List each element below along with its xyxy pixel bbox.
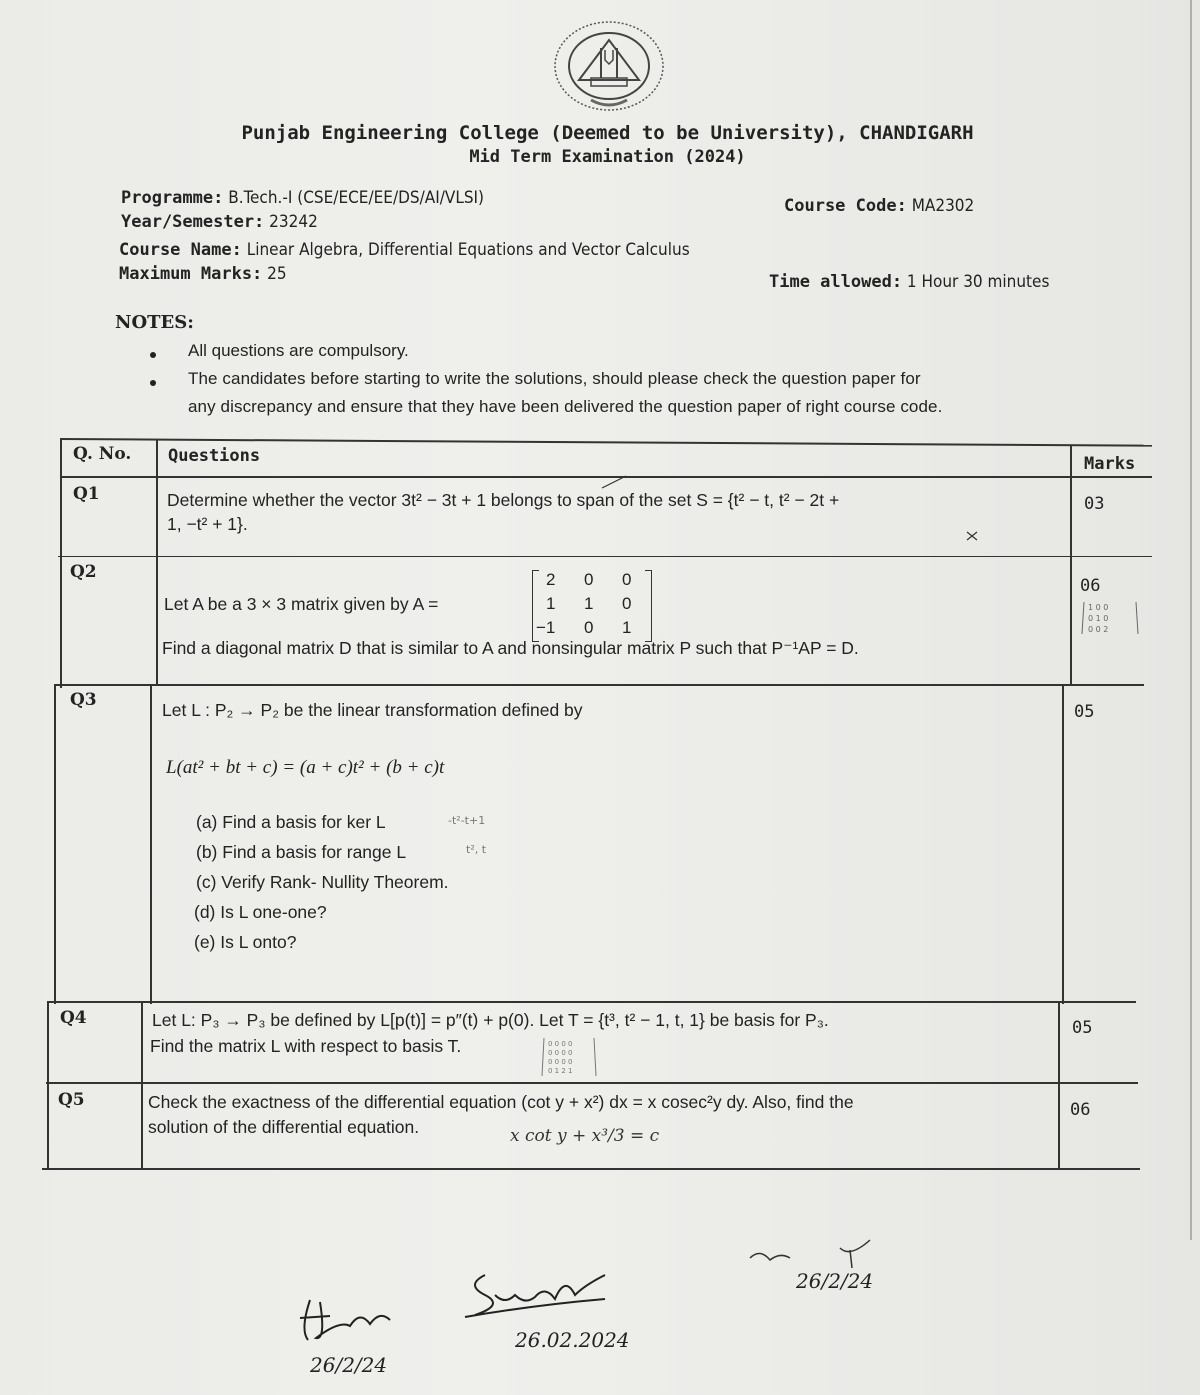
matrix-cell: −1 — [536, 618, 556, 637]
q4-line-1: Let L: P₃ → P₃ be defined by L[p(t)] = p″(t) + p(0). Let T = {t³, t² − 1, t, 1} be basis for P₃. — [152, 1010, 829, 1030]
q3-part-d: (d) Is L one-one? — [194, 902, 327, 922]
q5-line-2: solution of the differential equation. — [148, 1117, 420, 1137]
handwritten-note-q3a: -t²-t+1 — [448, 814, 486, 827]
header-questions: Questions — [168, 446, 261, 466]
college-logo — [551, 20, 667, 112]
q5-number: Q5 — [58, 1090, 85, 1110]
q1-number: Q1 — [73, 484, 100, 504]
q5-marks: 06 — [1070, 1100, 1091, 1120]
course-code-line — [784, 196, 974, 216]
q1-line-2: 1, −t² + 1}. — [167, 514, 248, 534]
signature-3 — [740, 1228, 920, 1308]
svg-text:0 1 2 1: 0 1 2 1 — [548, 1067, 573, 1075]
programme-line — [121, 188, 484, 208]
bullet-icon — [150, 380, 156, 386]
q1-marks: 03 — [1084, 494, 1105, 514]
course-name-value: Linear Algebra, Differential Equations and Vector Calculus — [246, 240, 690, 260]
q3-line-1: Let L : P₂ → P₂ be the linear transformation defined by — [162, 700, 583, 720]
programme-value: B.Tech.-I (CSE/ECE/EE/DS/AI/VLSI) — [228, 188, 485, 208]
matrix-cell: 0 — [622, 594, 632, 613]
page-edge — [1190, 0, 1192, 1240]
q3-number: Q3 — [70, 690, 97, 710]
institution-name: Punjab Engineering College (Deemed to be University), CHANDIGARH — [241, 122, 974, 144]
matrix-a — [532, 570, 652, 642]
q4-number: Q4 — [60, 1008, 87, 1028]
handwritten-matrix-note — [1080, 598, 1140, 638]
q2-marks: 06 — [1080, 576, 1101, 596]
handwritten-note-q3b: t², t — [466, 843, 487, 856]
time-line — [769, 272, 1049, 292]
q2-line-2: Find a diagonal matrix D that is similar to A and nonsingular matrix P such that P⁻¹AP = D. — [162, 638, 859, 658]
q3-part-b: (b) Find a basis for range L — [196, 842, 407, 862]
q4-marks: 05 — [1072, 1018, 1093, 1038]
notes-title: NOTES: — [115, 312, 194, 333]
q3-marks: 05 — [1074, 702, 1095, 722]
matrix-cell: 1 — [584, 594, 594, 613]
signature-1 — [290, 1280, 420, 1380]
programme-label: Programme: — [121, 188, 224, 208]
q3-part-c: (c) Verify Rank- Nullity Theorem. — [196, 872, 449, 892]
q5-line-1: Check the exactness of the differential equation (cot y + x²) dx = x cosec²y dy. Also, find the — [148, 1092, 854, 1112]
q2-line-1: Let A be a 3 × 3 matrix given by A = — [164, 594, 439, 614]
time-value: 1 Hour 30 minutes — [906, 272, 1050, 292]
signature-2 — [455, 1255, 685, 1355]
matrix-cell: 1 — [546, 594, 556, 613]
q3-formula: L(at² + bt + c) = (a + c)t² + (b + c)t — [166, 757, 445, 778]
svg-text:0 0 0 0: 0 0 0 0 — [548, 1049, 573, 1057]
matrix-cell: 2 — [546, 570, 556, 589]
handwritten-matrix-note — [540, 1034, 598, 1080]
course-name-label: Course Name: — [119, 240, 242, 260]
note-2a: The candidates before starting to write the solutions, should please check the question paper for — [188, 369, 921, 388]
year-label: Year/Semester: — [121, 212, 265, 232]
course-code-label: Course Code: — [784, 196, 907, 216]
matrix-cell: 0 — [584, 570, 594, 589]
tick-mark-icon — [600, 474, 630, 490]
q4-line-2: Find the matrix L with respect to basis T. — [150, 1036, 462, 1056]
matrix-cell: 1 — [622, 618, 632, 637]
svg-text:0 0 0 0: 0 0 0 0 — [548, 1058, 573, 1066]
q1-line-1: Determine whether the vector 3t² − 3t + 1 belongs to span of the set S = {t² − t, t² − 2t + — [167, 490, 840, 510]
course-code-value: MA2302 — [911, 196, 975, 216]
matrix-cell: 0 — [622, 570, 632, 589]
course-name-line — [119, 240, 690, 260]
q2-number: Q2 — [70, 562, 97, 582]
sig1-date: 26/2/24 — [310, 1353, 388, 1377]
max-marks-label: Maximum Marks: — [119, 264, 263, 284]
header-qno: Q. No. — [73, 444, 132, 464]
svg-text:0 0 0 0: 0 0 0 0 — [548, 1040, 573, 1048]
handwritten-note-q5: x cot y + x³/3 = c — [510, 1126, 660, 1146]
note-1: All questions are compulsory. — [188, 341, 409, 360]
year-line — [121, 212, 318, 232]
svg-text:0 1 0: 0 1 0 — [1088, 614, 1109, 623]
year-value: 23242 — [269, 212, 318, 232]
max-marks-value: 25 — [267, 264, 287, 284]
exam-title: Mid Term Examination (2024) — [469, 147, 746, 167]
sig2-date: 26.02.2024 — [515, 1328, 630, 1352]
q3-part-e: (e) Is L onto? — [194, 932, 297, 952]
note-2b: any discrepancy and ensure that they have been delivered the question paper of right course code. — [188, 397, 943, 416]
max-marks-line — [119, 264, 287, 284]
matrix-cell: 0 — [584, 618, 594, 637]
svg-text:1 0 0: 1 0 0 — [1088, 603, 1109, 612]
sig3-date: 26/2/24 — [796, 1269, 874, 1293]
bullet-icon — [150, 352, 156, 358]
time-label: Time allowed: — [769, 272, 903, 292]
svg-text:0 0 2: 0 0 2 — [1088, 625, 1109, 634]
q3-part-a: (a) Find a basis for ker L — [196, 812, 386, 832]
cross-mark-icon — [965, 530, 979, 542]
header-marks: Marks — [1084, 454, 1136, 474]
